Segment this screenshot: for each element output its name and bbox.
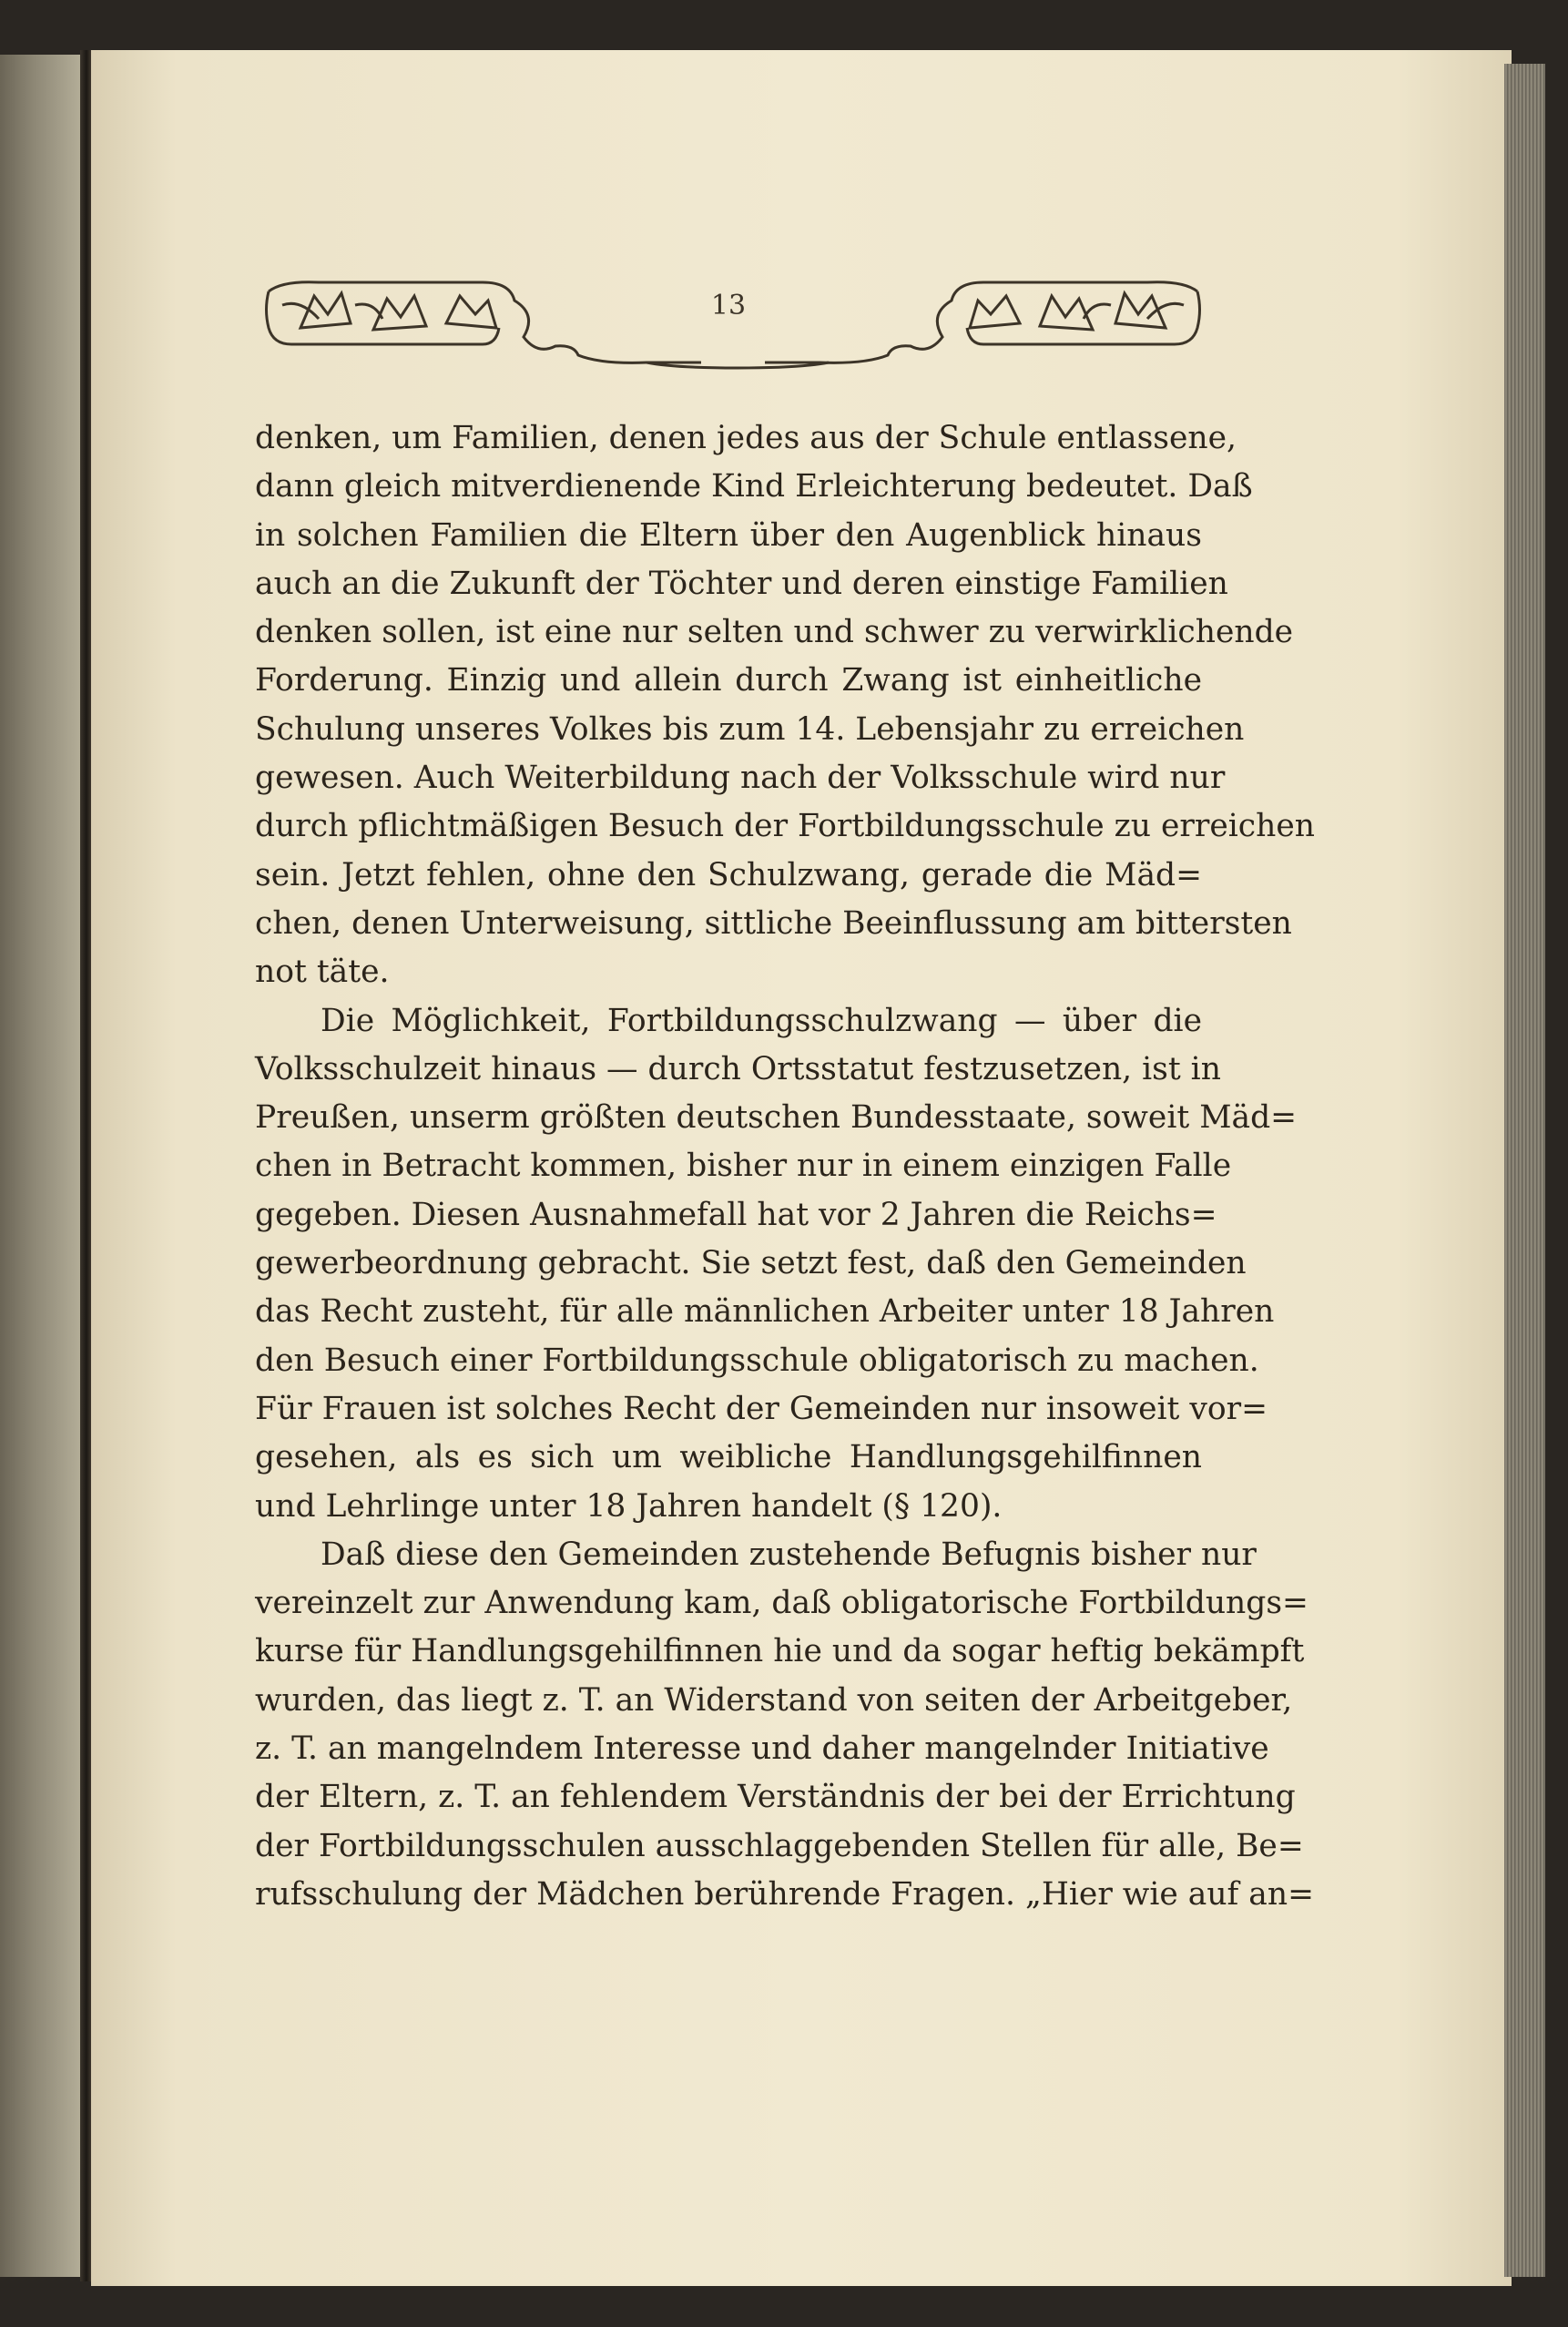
text-line: chen in Betracht kommen, bisher nur in einem einzigen Falle <box>255 1148 1232 1185</box>
text-line: und Lehrlinge unter 18 Jahren handelt (§ 120). <box>255 1487 1003 1525</box>
text-line: gewesen. Auch Weiterbildung nach der Volksschule wird nur <box>255 760 1226 797</box>
text-line: Preußen, unserm größten deutschen Bundesstaate, soweit Mäd= <box>255 1099 1298 1137</box>
text-line: in solchen Familien die Eltern über den Augenblick hinaus <box>255 516 1202 554</box>
body-text <box>255 414 1315 1919</box>
text-line: dann gleich mitverdienende Kind Erleichterung bedeutet. Daß <box>255 468 1253 505</box>
text-line: das Recht zusteht, für alle männlichen Arbeiter unter 18 Jahren <box>255 1293 1275 1331</box>
text-line: rufsschulung der Mädchen berührende Fragen. „Hier wie auf an= <box>255 1875 1314 1913</box>
text-line: Daß diese den Gemeinden zustehende Befugnis bisher nur <box>321 1536 1257 1573</box>
text-line: Schulung unseres Volkes bis zum 14. Lebensjahr zu erreichen <box>255 710 1245 748</box>
facing-page-edge <box>0 55 87 2277</box>
text-line: Für Frauen ist solches Recht der Gemeinden nur insoweit vor= <box>255 1390 1268 1427</box>
text-line: gesehen, als es sich um weibliche Handlungsgehilfinnen <box>255 1439 1202 1476</box>
text-line: kurse für Handlungsgehilfinnen hie und da sogar heftig bekämpft <box>255 1633 1305 1670</box>
text-line: gegeben. Diesen Ausnahmefall hat vor 2 Jahren die Reichs= <box>255 1196 1217 1233</box>
text-line: durch pflichtmäßigen Besuch der Fortbildungsschule zu erreichen <box>255 808 1315 845</box>
page-block-edges <box>1504 64 1545 2277</box>
text-line: not täte. <box>255 954 390 991</box>
text-line: z. T. an mangelndem Interesse und daher mangelnder Initiative <box>255 1730 1269 1768</box>
text-line: Forderung. Einzig und allein durch Zwang ist einheitliche <box>255 662 1202 699</box>
text-line: sein. Jetzt fehlen, ohne den Schulzwang, gerade die Mäd= <box>255 856 1202 893</box>
header-ornament-leaves <box>264 273 1202 373</box>
text-line: den Besuch einer Fortbildungsschule obligatorisch zu machen. <box>255 1342 1259 1379</box>
page-number: 13 <box>710 290 747 321</box>
text-line: Volksschulzeit hinaus — durch Ortsstatut festzusetzen, ist in <box>255 1050 1221 1087</box>
text-line: Die Möglichkeit, Fortbildungsschulzwang — über die <box>321 1002 1202 1039</box>
text-line: gewerbeordnung gebracht. Sie setzt fest, daß den Gemeinden <box>255 1245 1247 1282</box>
text-line: denken, um Familien, denen jedes aus der Schule entlassene, <box>255 420 1237 456</box>
text-line: wurden, das liegt z. T. an Widerstand von seiten der Arbeitgeber, <box>255 1681 1293 1719</box>
text-line: vereinzelt zur Anwendung kam, daß obligatorische Fortbildungs= <box>255 1585 1308 1622</box>
text-line: auch an die Zukunft der Töchter und deren einstige Familien <box>255 565 1228 602</box>
text-line: chen, denen Unterweisung, sittliche Beeinflussung am bittersten <box>255 904 1292 942</box>
text-line: denken sollen, ist eine nur selten und schwer zu verwirklichende <box>255 614 1294 651</box>
text-line: der Fortbildungsschulen ausschlaggebenden Stellen für alle, Be= <box>255 1827 1304 1864</box>
text-line: der Eltern, z. T. an fehlendem Verständnis der bei der Errichtung <box>255 1779 1296 1816</box>
